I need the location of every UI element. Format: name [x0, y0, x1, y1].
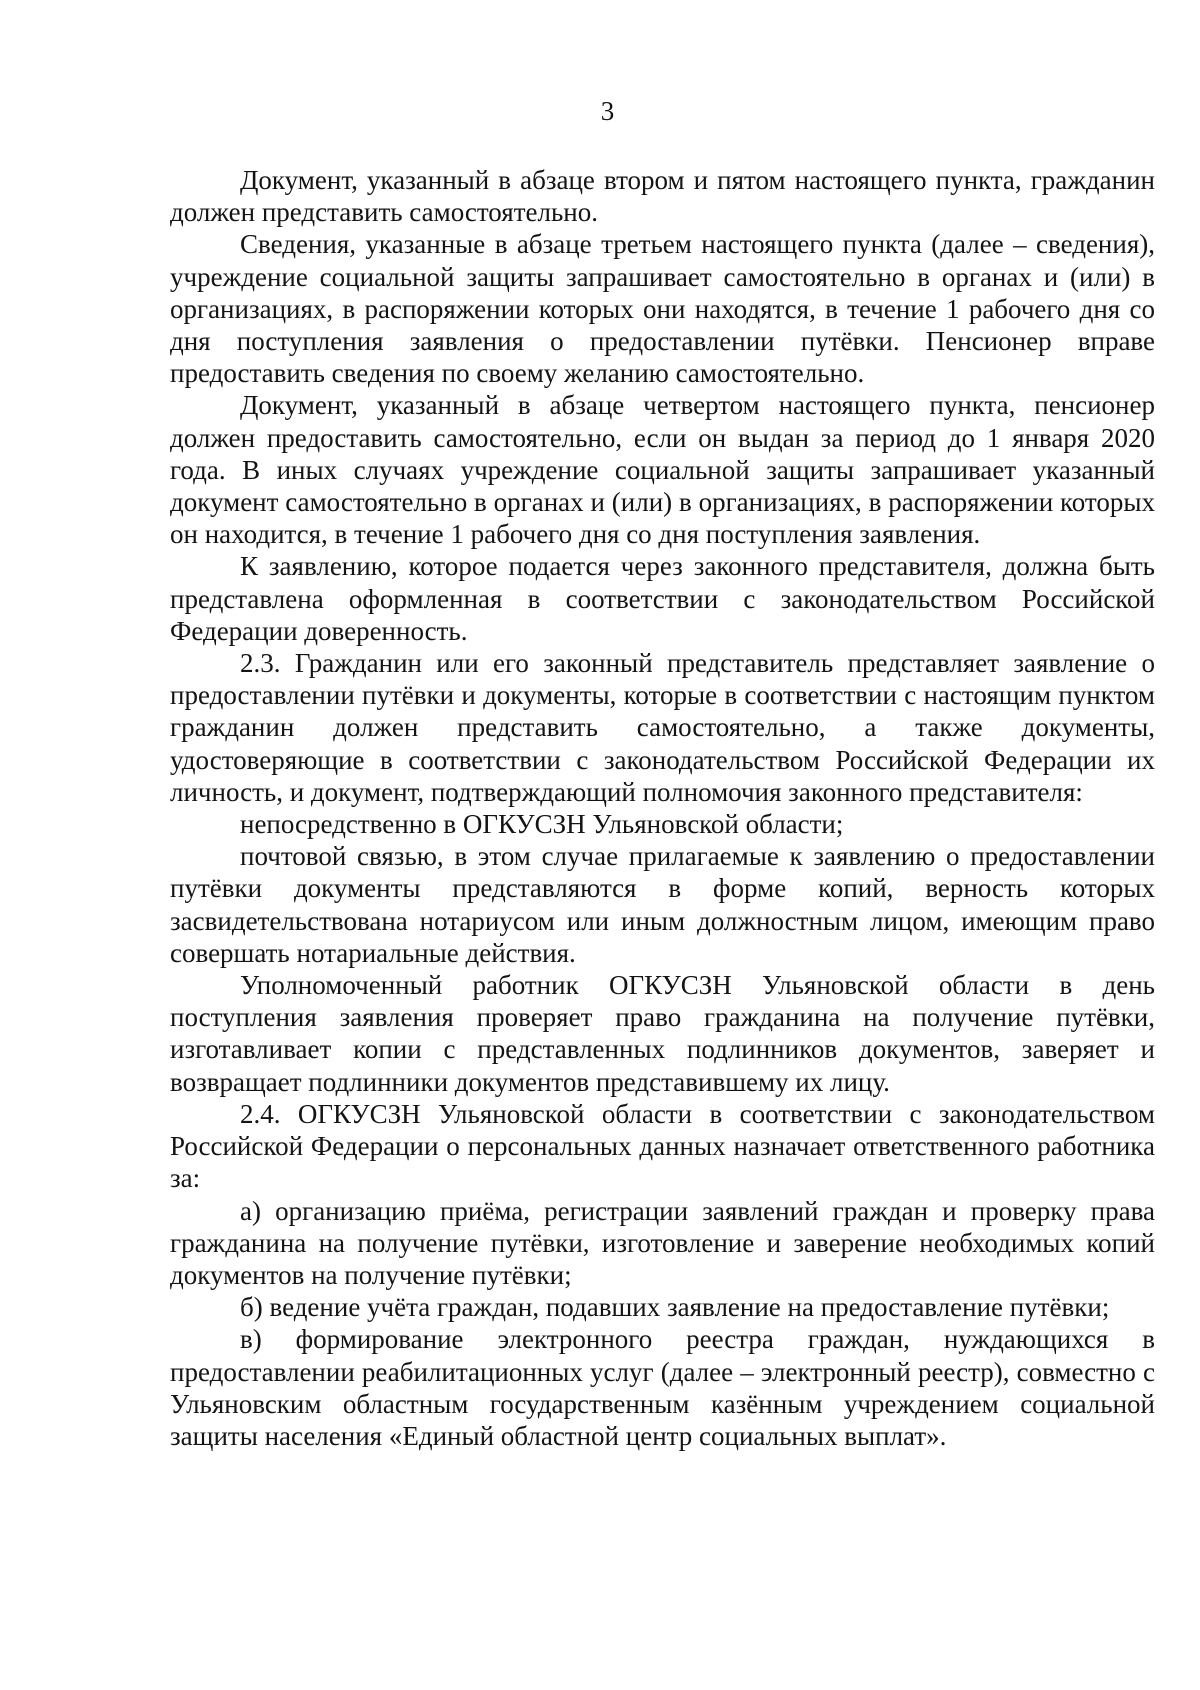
- list-item: б) ведение учёта граждан, подавших заявление на предоставление путёвки;: [240, 1292, 1110, 1323]
- page-number: 3: [600, 96, 615, 126]
- paragraph: 2.3. Гражданин или его законный представитель представляет заявление о предоставлении путёвки и документы, которые в соответствии с настоящим пунктом гражданин должен представить самостоятельно, а также документы, удостоверяющие в соответствии с законодательством Российской Федерации их личность, и документ, подтверждающий полномочия законного представителя:: [170, 648, 1155, 807]
- paragraph: Сведения, указанные в абзаце третьем настоящего пункта (далее – сведения), учреждение социальной защиты запрашивает самостоятельно в органах и (или) в организациях, в распоряжении которых они находятся, в течение 1 рабочего дня со дня поступления заявления о предоставлении путёвки. Пенсионер вправе предоставить сведения по своему желанию самостоятельно.: [170, 229, 1155, 389]
- paragraph: 2.4. ОГКУСЗН Ульяновской области в соответствии с законодательством Российской Федерации о персональных данных назначает ответственного работника за:: [170, 1098, 1155, 1194]
- paragraph: Документ, указанный в абзаце четвертом настоящего пункта, пенсионер должен предоставить самостоятельно, если он выдан за период до 1 января 2020 года. В иных случаях учреждение социальной защиты запрашивает указанный документ самостоятельно в органах и (или) в организациях, в распоряжении которых он находится, в течение 1 рабочего дня со дня поступления заявления.: [170, 390, 1155, 550]
- list-item: в) формирование электронного реестра граждан, нуждающихся в предоставлении реабилитационных услуг (далее – электронный реестр), совместно с Ульяновским областным государственным казённым учреждением социальной защиты населения «Единый областной центр социальных выплат».: [170, 1324, 1155, 1451]
- document-body: [170, 164, 1155, 1452]
- paragraph: К заявлению, которое подается через законного представителя, должна быть представлена оформленная в соответствии с законодательством Российской Федерации доверенность.: [170, 551, 1155, 646]
- paragraph: почтовой связью, в этом случае прилагаемые к заявлению о предоставлении путёвки документы представляются в форме копий, верность которых засвидетельствована нотариусом или иным должностным лицом, имеющим право совершать нотариальные действия.: [170, 841, 1155, 968]
- paragraph: непосредственно в ОГКУСЗН Ульяновской области;: [240, 809, 844, 840]
- list-item: а) организацию приёма, регистрации заявлений граждан и проверку права гражданина на получение путёвки, изготовление и заверение необходимых копий документов на получение путёвки;: [170, 1195, 1155, 1290]
- paragraph: Уполномоченный работник ОГКУСЗН Ульяновской области в день поступления заявления проверяет право гражданина на получение путёвки, изготавливает копии с представленных подлинников документов, заверяет и возвращает подлинники документов представившему их лицу.: [170, 970, 1155, 1097]
- paragraph: Документ, указанный в абзаце втором и пятом настоящего пункта, гражданин должен представить самостоятельно.: [170, 165, 1155, 228]
